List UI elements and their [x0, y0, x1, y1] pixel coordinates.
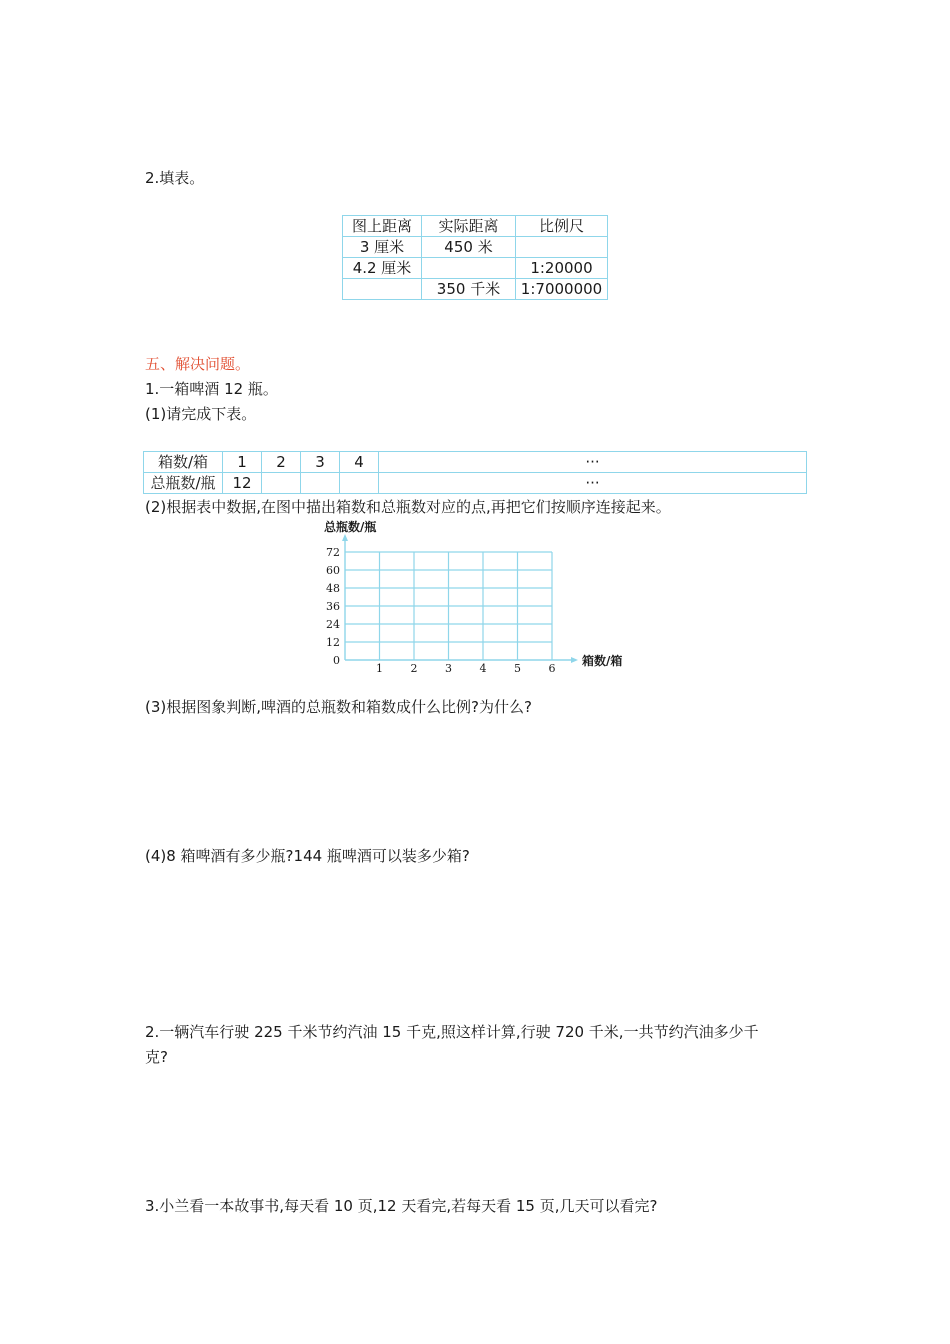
problem-2-line2: 克?: [145, 1048, 168, 1066]
table-cell[interactable]: 450 米: [422, 237, 516, 258]
fill-table-title: 2.填表。: [145, 169, 205, 187]
y-tick-label: 72: [326, 546, 340, 559]
table-label: 箱数/箱: [144, 452, 223, 473]
table-cell[interactable]: 350 千米: [422, 279, 516, 300]
table-cell[interactable]: ···: [379, 473, 807, 494]
x-tick-label: 4: [479, 662, 487, 675]
y-tick-label: 60: [326, 564, 340, 577]
x-tick-label: 5: [514, 662, 521, 675]
x-axis-label: 箱数/箱: [582, 654, 623, 668]
problem-3: 3.小兰看一本故事书,每天看 10 页,12 天看完,若每天看 15 页,几天可以看完?: [145, 1197, 658, 1215]
table-header: 比例尺: [516, 216, 608, 237]
problem-1-sub4: (4)8 箱啤酒有多少瓶?144 瓶啤酒可以装多少箱?: [145, 847, 470, 865]
bottle-table: [143, 451, 807, 494]
table-cell[interactable]: [422, 258, 516, 279]
table-row: [343, 279, 608, 300]
table-cell: ···: [379, 452, 807, 473]
table-cell[interactable]: [343, 279, 422, 300]
x-tick-label: 3: [445, 662, 452, 675]
table-row: [144, 473, 807, 494]
table-row: [343, 216, 608, 237]
table-cell[interactable]: [262, 473, 301, 494]
x-tick-label: 1: [376, 662, 383, 675]
problem-1-sub3: (3)根据图象判断,啤酒的总瓶数和箱数成什么比例?为什么?: [145, 698, 532, 716]
y-axis-label: 总瓶数/瓶: [324, 520, 377, 534]
table-cell[interactable]: 1:20000: [516, 258, 608, 279]
table-cell[interactable]: 3 厘米: [343, 237, 422, 258]
x-tick-label: 6: [548, 662, 556, 675]
table-header: 图上距离: [343, 216, 422, 237]
problem-1-sub1: (1)请完成下表。: [145, 405, 257, 423]
table-cell: 2: [262, 452, 301, 473]
table-cell: 3: [301, 452, 340, 473]
section-heading: 五、解决问题。: [145, 355, 251, 373]
problem-1-sub2: (2)根据表中数据,在图中描出箱数和总瓶数对应的点,再把它们按顺序连接起来。: [145, 498, 671, 516]
x-tick-label: 2: [410, 662, 418, 675]
table-cell[interactable]: 12: [223, 473, 262, 494]
fill-table: [342, 215, 608, 300]
y-tick-label: 24: [326, 618, 340, 631]
problem-2-line1: 2.一辆汽车行驶 225 千米节约汽油 15 千克,照这样计算,行驶 720 千米,一共节约汽油多少千: [145, 1023, 759, 1041]
table-cell[interactable]: 1:7000000: [516, 279, 608, 300]
table-cell[interactable]: 4.2 厘米: [343, 258, 422, 279]
table-cell: 1: [223, 452, 262, 473]
table-label: 总瓶数/瓶: [144, 473, 223, 494]
table-cell[interactable]: [301, 473, 340, 494]
table-cell[interactable]: [516, 237, 608, 258]
problem-1-intro: 1.一箱啤酒 12 瓶。: [145, 380, 278, 398]
table-row: [343, 237, 608, 258]
x-axis-arrow: [571, 657, 578, 663]
y-axis-arrow: [342, 534, 348, 541]
table-header: 实际距离: [422, 216, 516, 237]
y-tick-label: 12: [326, 636, 340, 649]
bottle-chart: [318, 518, 638, 678]
table-cell[interactable]: [340, 473, 379, 494]
table-cell: 4: [340, 452, 379, 473]
y-tick-label: 36: [326, 600, 340, 613]
table-row: [343, 258, 608, 279]
y-tick-label: 48: [326, 582, 340, 595]
y-tick-label: 0: [333, 654, 340, 667]
table-row: [144, 452, 807, 473]
